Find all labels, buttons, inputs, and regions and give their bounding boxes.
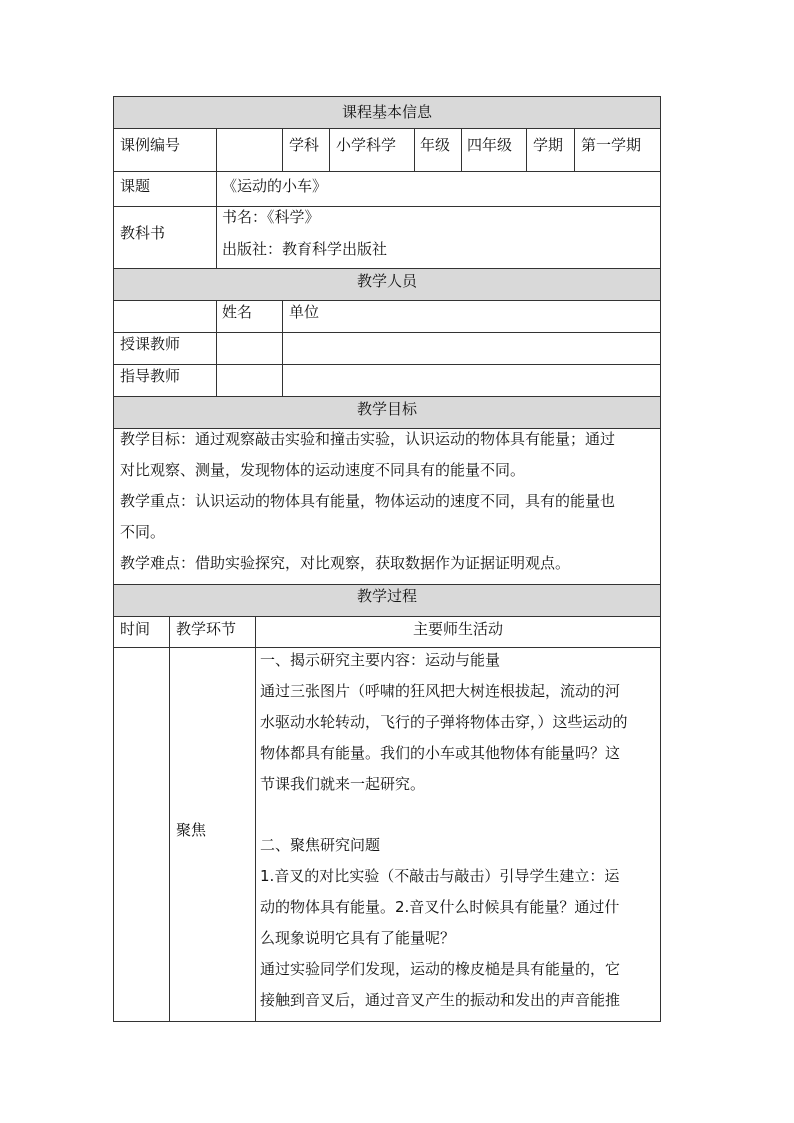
col-rule (461, 128, 462, 171)
activity-line: 节课我们就来一起研究。 (260, 775, 426, 793)
topic-label: 课题 (120, 177, 151, 195)
topic-value: 《运动的小车》 (222, 177, 328, 195)
objectives-header: 教学目标 (356, 400, 417, 418)
row-rule (113, 128, 661, 129)
col-rule (282, 128, 283, 171)
table-bottom-border (113, 1021, 661, 1022)
table-right-border (660, 96, 661, 1022)
term-label: 学期 (533, 136, 564, 154)
row-rule (113, 364, 661, 365)
staff-header: 教学人员 (356, 272, 417, 290)
row-rule (113, 332, 661, 333)
table-top-border (113, 96, 661, 97)
activity-line: 动的物体具有能量。2.音叉什么时候具有能量？通过什 (260, 898, 620, 916)
objectives-line: 不同。 (120, 523, 166, 541)
subject-label: 学科 (289, 136, 320, 154)
activity-line: 水驱动水轮转动，飞行的子弹将物体击穿，）这些运动的 (260, 713, 628, 731)
row-rule (113, 171, 661, 172)
case-number-label: 课例编号 (120, 136, 181, 154)
staff-unit-column: 单位 (289, 303, 320, 321)
textbook-publisher: 出版社：教育科学出版社 (222, 240, 388, 258)
activity-line: 么现象说明它具有了能量呢？ (260, 929, 456, 947)
basic-info-header: 课程基本信息 (341, 103, 432, 121)
activity-line: 一、揭示研究主要内容：运动与能量 (260, 651, 501, 669)
subject-value: 小学科学 (336, 136, 397, 154)
process-stage-column: 教学环节 (176, 620, 237, 638)
advisor-label: 指导教师 (120, 367, 181, 385)
row-rule (113, 206, 661, 207)
grade-label: 年级 (420, 136, 451, 154)
process-stage: 聚焦 (176, 821, 207, 839)
row-rule (113, 268, 661, 269)
activity-line: 通过三张图片（呼啸的狂风把大树连根拔起，流动的河 (260, 682, 621, 700)
objectives-line: 对比观察、测量，发现物体的运动速度不同具有的能量不同。 (120, 461, 526, 479)
col-rule (255, 616, 256, 1022)
process-header: 教学过程 (356, 587, 417, 605)
activity-line: 1.音叉的对比实验（不敲击与敲击）引导学生建立：运 (260, 867, 620, 885)
col-rule (169, 616, 170, 1022)
col-rule (574, 128, 575, 171)
col-rule (216, 300, 217, 396)
col-rule (216, 128, 217, 268)
activity-line: 物体都具有能量。我们的小车或其他物体有能量吗？这 (260, 744, 621, 762)
grade-value: 四年级 (467, 136, 513, 154)
row-rule (113, 616, 661, 617)
row-rule (113, 300, 661, 301)
objectives-line: 教学重点：认识运动的物体具有能量，物体运动的速度不同，具有的能量也 (120, 492, 616, 510)
table-left-border (113, 96, 114, 1022)
lecturer-label: 授课教师 (120, 335, 181, 353)
objectives-line: 教学目标：通过观察敲击实验和撞击实验，认识运动的物体具有能量；通过 (120, 430, 616, 448)
col-rule (526, 128, 527, 171)
col-rule (282, 300, 283, 396)
process-activity-column: 主要师生活动 (412, 620, 503, 638)
row-rule (113, 396, 661, 397)
col-rule (414, 128, 415, 171)
textbook-label: 教科书 (120, 224, 166, 242)
activity-line: 二、聚焦研究问题 (260, 836, 381, 854)
activity-line: 通过实验同学们发现，运动的橡皮槌是具有能量的，它 (260, 960, 621, 978)
textbook-name: 书名：《科学》 (222, 208, 320, 226)
term-value: 第一学期 (581, 136, 642, 154)
activity-line: 接触到音叉后，通过音叉产生的振动和发出的声音能推 (260, 991, 621, 1009)
staff-name-column: 姓名 (222, 303, 253, 321)
process-time-column: 时间 (120, 620, 151, 638)
row-rule (113, 584, 661, 585)
col-rule (329, 128, 330, 171)
objectives-line: 教学难点：借助实验探究，对比观察，获取数据作为证据证明观点。 (120, 554, 571, 572)
